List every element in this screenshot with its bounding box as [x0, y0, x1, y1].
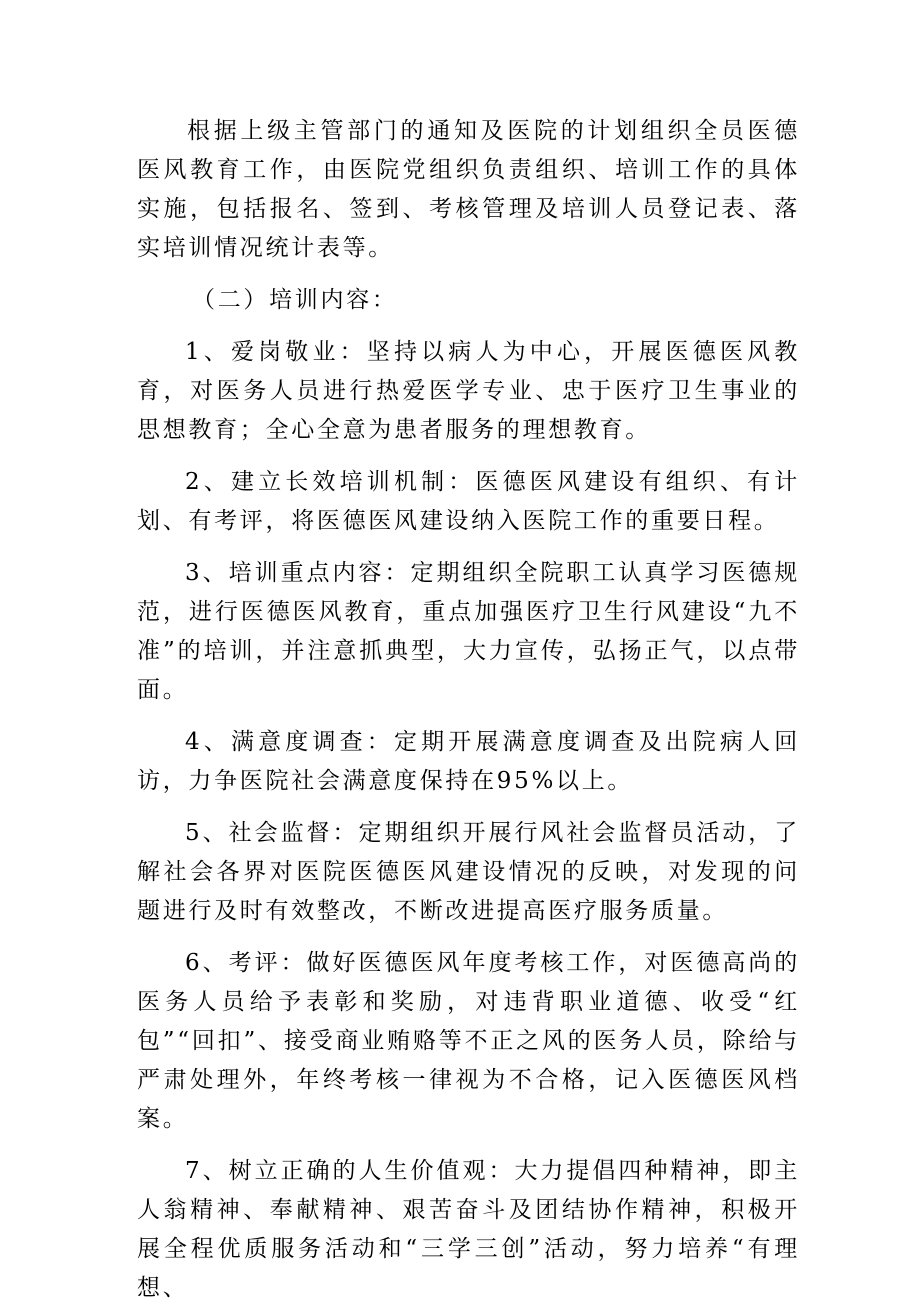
- section-heading-training-content: （二）培训内容：: [192, 287, 398, 313]
- paragraph-item-1: 1、爱岗敬业：坚持以病人为中心，开展医德医风教育，对医务人员进行热爱医学专业、忠于医疗卫生事业的思想教育；全心全意为患者服务的理想教育。: [137, 339, 800, 443]
- document-body: [137, 112, 800, 1308]
- paragraph-item-4: 4、满意度调查：定期开展满意度调查及出院病人回访，力争医院社会满意度保持在95%以上。: [137, 729, 800, 794]
- paragraph-item-7: 7、树立正确的人生价值观：大力提倡四种精神，即主人翁精神、奉献精神、艰苦奋斗及团结协作精神，积极开展全程优质服务活动和“三学三创”活动，努力培养“有理想、: [137, 1158, 800, 1301]
- paragraph-item-2: 2、建立长效培训机制：医德医风建设有组织、有计划、有考评，将医德医风建设纳入医院工作的重要日程。: [137, 469, 800, 534]
- paragraph-item-3: 3、培训重点内容：定期组织全院职工认真学习医德规范，进行医德医风教育，重点加强医疗卫生行风建设“九不准”的培训，并注意抓典型，大力宣传，弘扬正气，以点带面。: [137, 560, 800, 703]
- paragraph-intro: 根据上级主管部门的通知及医院的计划组织全员医德医风教育工作，由医院党组织负责组织、培训工作的具体实施，包括报名、签到、考核管理及培训人员登记表、落实培训情况统计表等。: [137, 118, 800, 261]
- paragraph-item-6: 6、考评：做好医德医风年度考核工作，对医德高尚的医务人员给予表彰和奖励，对违背职业道德、收受“红包”“回扣”、接受商业贿赂等不正之风的医务人员，除给与严肃处理外，年终考核一律视为不合格，记入医德医风档案。: [137, 950, 800, 1132]
- paragraph-item-5: 5、社会监督：定期组织开展行风社会监督员活动，了解社会各界对医院医德医风建设情况的反映，对发现的问题进行及时有效整改，不断改进提高医疗服务质量。: [137, 820, 800, 924]
